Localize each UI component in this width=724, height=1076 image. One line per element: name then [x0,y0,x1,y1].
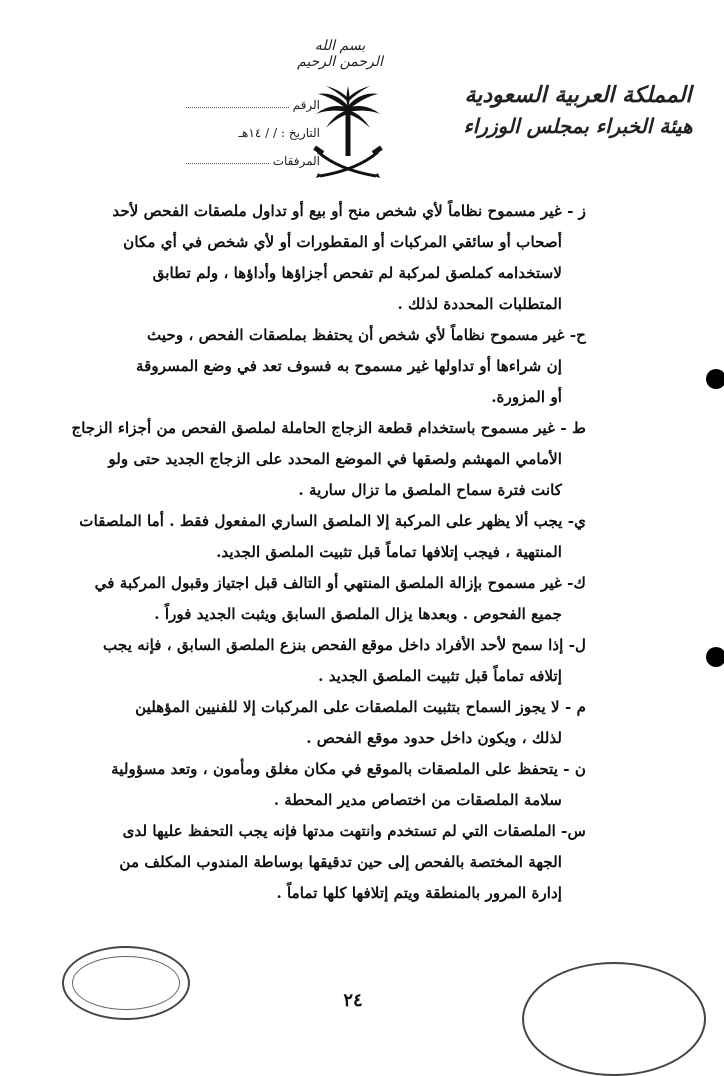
item-first-line: ل- إذا سمح لأحد الأفراد داخل موقع الفحص بنزع الملصق السابق ، فإنه يجب [102,636,586,654]
punch-hole [706,647,724,667]
regulation-item [30,630,586,692]
item-line: كانت فترة سماح الملصق ما تزال سارية . [298,481,562,499]
reference-number-row [186,84,320,112]
date-label: التاريخ : [280,126,320,140]
palm-and-swords-emblem [312,82,384,186]
attachments-line [186,163,269,164]
attachments-label: المرفقات [272,154,320,168]
item-line: أو المزورة. [491,388,562,406]
ministry-line-2: هيئة الخبراء بمجلس الوزراء [463,113,693,138]
item-first-line: ن - يتحفظ على الملصقات بالموقع في مكان مغلق ومأمون ، وتعد مسؤولية [111,760,586,778]
regulation-item [30,692,586,754]
item-line: سلامة الملصقات من اختصاص مدير المحطة . [273,791,562,809]
item-first-line: ك- غير مسموح بإزالة الملصق المنتهي أو التالف قبل اجتياز وقبول المركبة في [94,574,586,592]
ministry-heading [448,80,708,141]
item-first-line: ح- غير مسموح نظاماً لأي شخص أن يحتفظ بملصقات الفحص ، وحيث [146,326,586,344]
reference-block [186,84,320,168]
item-line: إدارة المرور بالمنطقة ويتم إتلافها كلها تماماً . [276,884,562,902]
regulation-item [30,320,586,413]
regulation-item [30,754,586,816]
item-first-line: ز - غير مسموح نظاماً لأي شخص منح أو بيع أو تداول ملصقات الفحص لأحد [112,202,586,220]
item-line: المتطلبات المحددة لذلك . [397,295,562,313]
item-line: الجهة المختصة بالفحص إلى حين تدقيقها بوساطة المندوب المكلف من [119,853,562,871]
regulation-items [30,196,586,909]
regulation-item [30,506,586,568]
item-line: لاستخدامه كملصق لمركبة لم تفحص أجزاؤها وأداؤها ، ولم تطابق [152,264,562,282]
item-line: جميع الفحوص . وبعدها يزال الملصق السابق ويثبت الجديد فوراً . [154,605,562,623]
regulation-item [30,413,586,506]
item-line: لذلك ، ويكون داخل حدود موقع الفحص . [306,729,562,747]
date-value: / / ١٤هـ [238,126,277,140]
punch-hole [706,369,724,389]
reference-number-label: الرقم [292,98,320,112]
attachments-row [186,140,320,168]
basmala: بسم الله الرحمن الرحيم [297,38,383,70]
item-line: المنتهية ، فيجب إتلافها تماماً قبل تثبيت الملصق الجديد. [216,543,562,561]
official-seal [62,946,190,1020]
regulation-item [30,816,586,909]
item-first-line: س- الملصقات التي لم تستخدم وانتهت مدتها فإنه يجب التحفظ عليها لدى [122,822,586,840]
item-line: أصحاب أو سائقي المركبات أو المقطورات أو لأي شخص في أي مكان [123,233,562,251]
date-row [186,112,320,140]
ministry-line-1: المملكة العربية السعودية [464,82,692,108]
item-first-line: ي- يجب ألا يظهر على المركبة إلا الملصق الساري المفعول فقط . أما الملصقات [79,512,586,530]
official-seal [522,962,706,1076]
page-number: ٢٤ [343,990,363,1011]
item-first-line: م - لا يجوز السماح بتثبيت الملصقات على المركبات إلا للفنيين المؤهلين [135,698,586,716]
reference-number-line [186,107,289,108]
item-line: إتلافه تماماً قبل تثبيت الملصق الجديد . [318,667,562,685]
item-line: الأمامي المهشم ولصقها في الموضع المحدد على الزجاج الجديد حتى ولو [108,450,562,468]
item-first-line: ط - غير مسموح باستخدام قطعة الزجاج الحاملة لملصق الفحص من أجزاء الزجاج [71,419,586,437]
regulation-item [30,196,586,320]
item-line: إن شراءها أو تداولها غير مسموح به فسوف تعد في وضع المسروقة [135,357,562,375]
regulation-item [30,568,586,630]
